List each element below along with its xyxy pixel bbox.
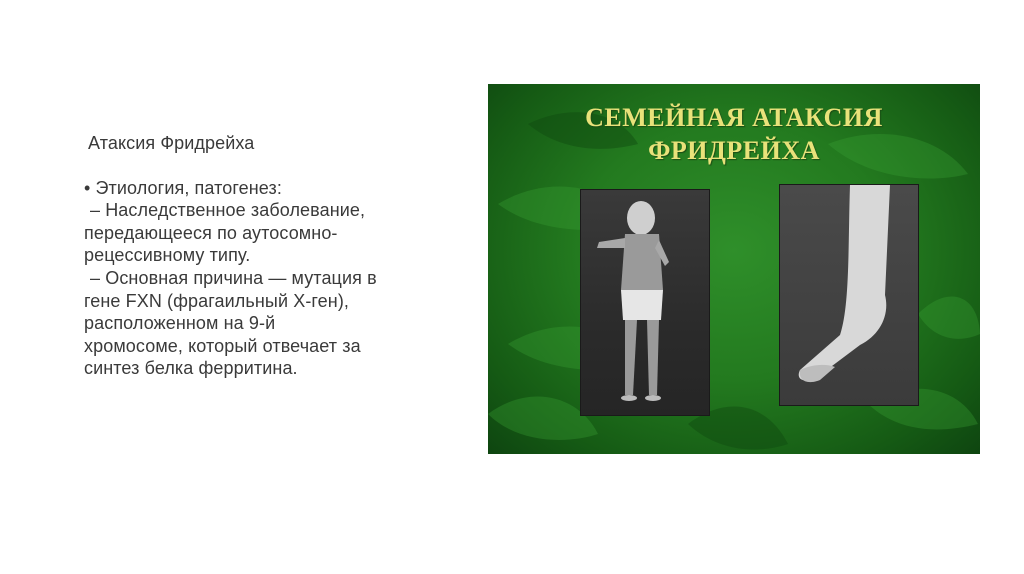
text-line: синтез белка ферритина. xyxy=(84,358,298,379)
text-line: передающееся по аутосомно- xyxy=(84,222,338,243)
text-line: – Основная причина — мутация в xyxy=(90,267,377,288)
slide-text-block xyxy=(84,132,454,380)
text-line: рецессивному типу. xyxy=(84,245,251,266)
figure-title-line2: ФРИДРЕЙХА xyxy=(648,136,820,165)
photo-child xyxy=(580,189,710,416)
text-line: – Наследственное заболевание, xyxy=(90,200,366,221)
slide-title: Атаксия Фридрейха xyxy=(88,133,255,153)
text-line: хромосоме, который отвечает за xyxy=(84,335,361,356)
bullet-etiology: • Этиология, патогенез: xyxy=(84,177,282,198)
figure-title-line1: СЕМЕЙНАЯ АТАКСИЯ xyxy=(585,103,883,132)
figure-title xyxy=(488,101,980,167)
text-line: гене FXN (фрагаильный Х-ген), xyxy=(84,290,350,311)
text-line: расположенном на 9-й xyxy=(84,313,276,334)
child-silhouette xyxy=(581,190,709,415)
photo-foot xyxy=(779,184,919,406)
slide-image xyxy=(488,84,980,454)
foot-silhouette xyxy=(780,185,918,405)
